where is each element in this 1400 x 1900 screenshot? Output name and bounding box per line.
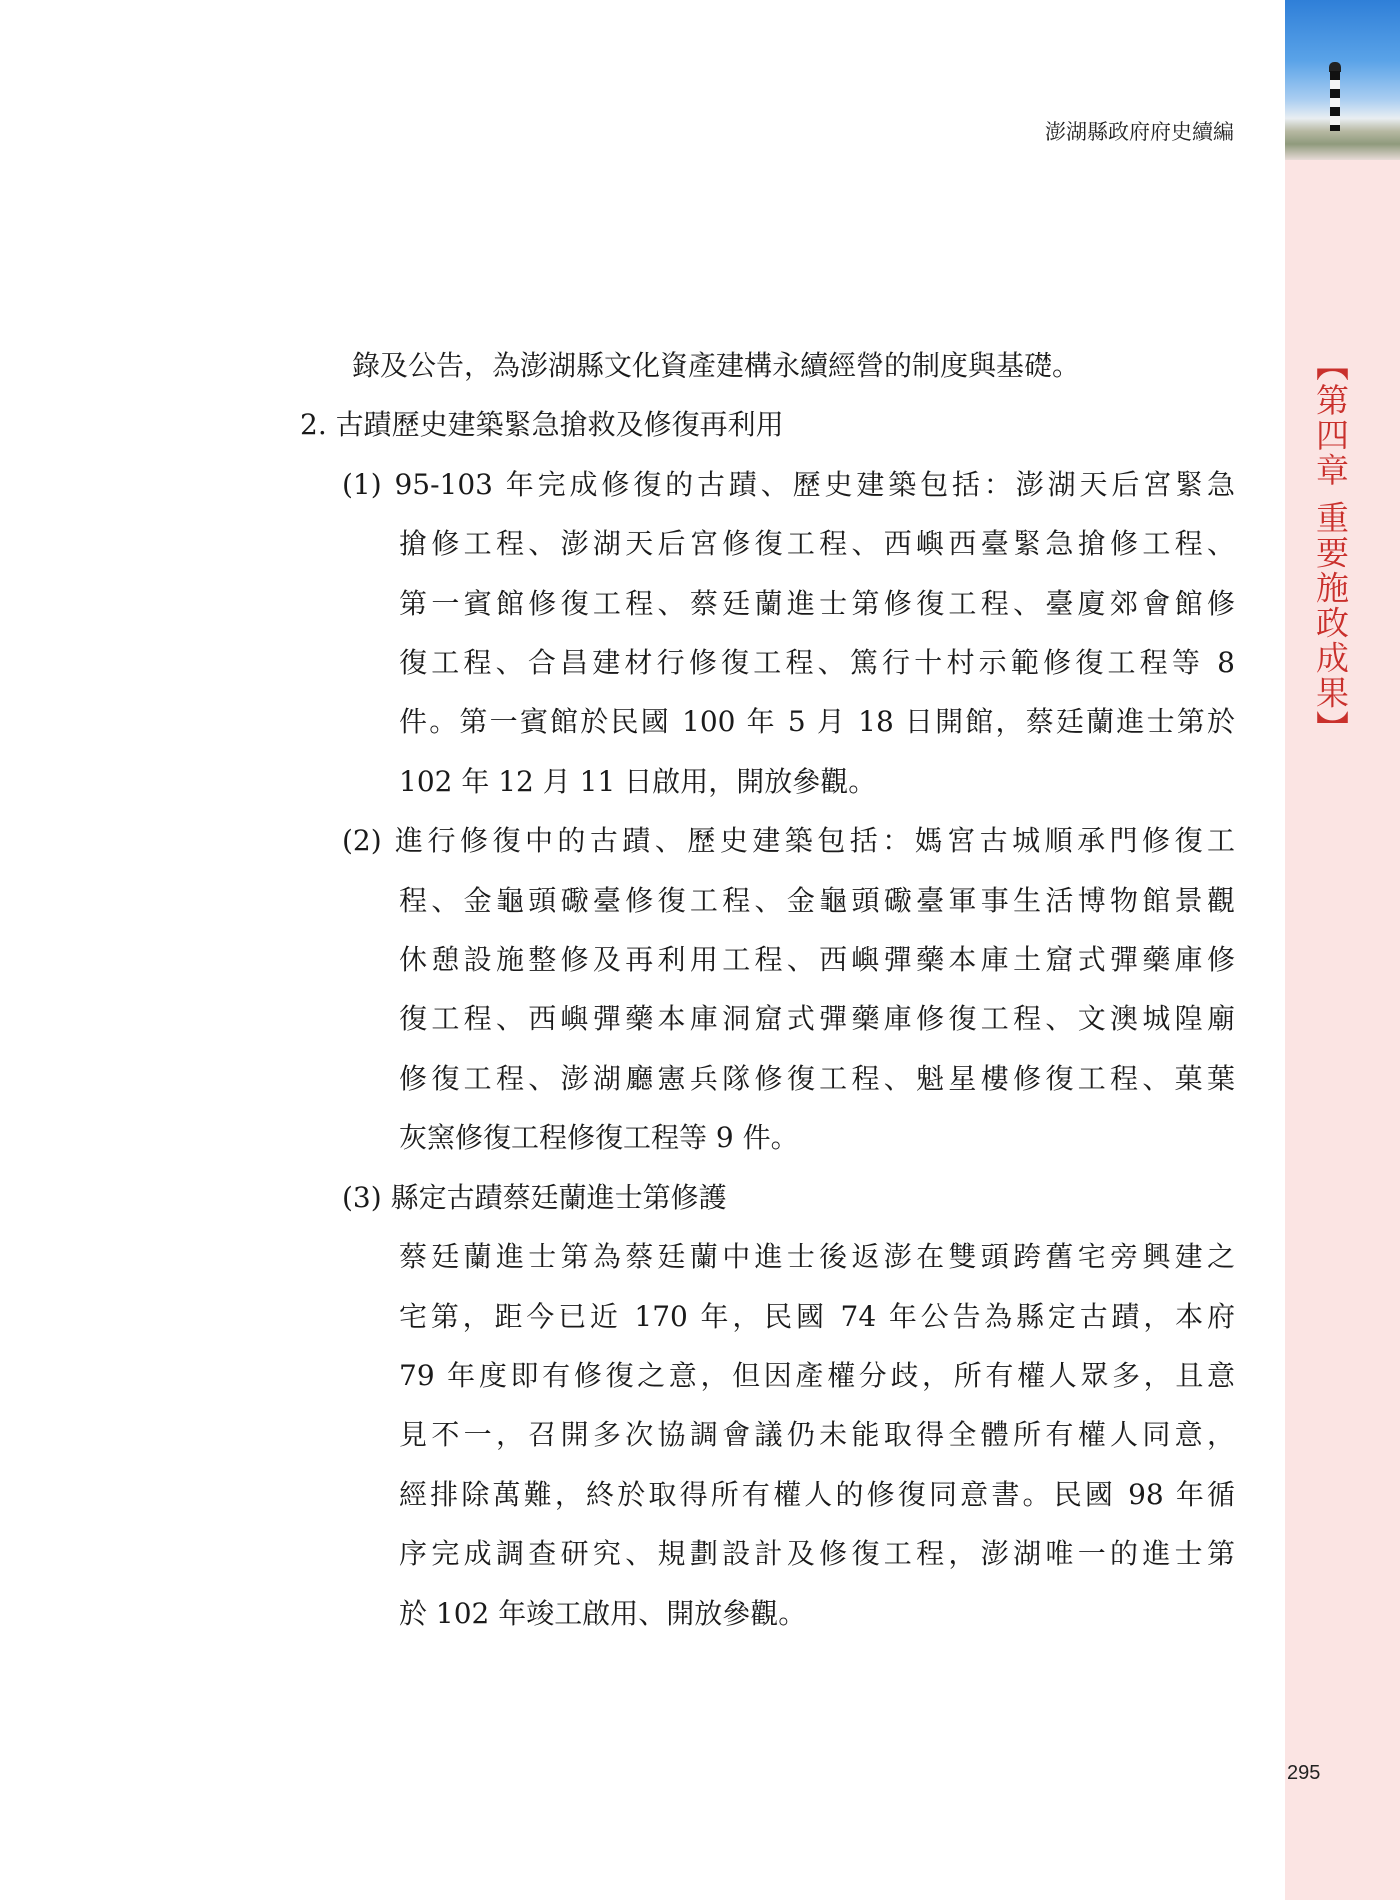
list-item-heading: (3) 縣定古蹟蔡廷蘭進士第修護 [342, 1180, 727, 1214]
running-header: 澎湖縣政府府史續編 [1045, 120, 1234, 144]
paragraph-line: 錄及公告，為澎湖縣文化資產建構永續經營的制度與基礎。 [352, 349, 1081, 382]
list-item-heading: (1) 95-103 年完成修復的古蹟、歷史建築包括：澎湖天后宮緊急 [342, 467, 1235, 501]
paragraph-line: 搶修工程、澎湖天后宮修復工程、西嶼西臺緊急搶修工程、 [399, 527, 1235, 561]
paragraph-line: 見不一，召開多次協調會議仍未能取得全體所有權人同意， [399, 1418, 1235, 1452]
body-text [300, 336, 1235, 1643]
paragraph-line: 經排除萬難，終於取得所有權人的修復同意書。民國 98 年循 [399, 1477, 1235, 1511]
paragraph-line: 宅第，距今已近 170 年，民國 74 年公告為縣定古蹟，本府 [399, 1299, 1235, 1333]
paragraph-line: 復工程、合昌建材行修復工程、篤行十村示範修復工程等 8 [399, 646, 1235, 680]
paragraph-line: 復工程、西嶼彈藥本庫洞窟式彈藥庫修復工程、文澳城隍廟 [399, 1002, 1235, 1036]
paragraph-line: 102 年 12 月 11 日啟用，開放參觀。 [399, 764, 877, 798]
list-item-heading: (2) 進行修復中的古蹟、歷史建築包括：媽宮古城順承門修復工 [342, 824, 1235, 858]
paragraph-line: 第一賓館修復工程、蔡廷蘭進士第修復工程、臺廈郊會館修 [399, 586, 1235, 620]
paragraph-line: 修復工程、澎湖廳憲兵隊修復工程、魁星樓修復工程、菓葉 [399, 1061, 1235, 1095]
paragraph-line: 79 年度即有修復之意，但因產權分歧，所有權人眾多，且意 [399, 1358, 1235, 1392]
paragraph-line: 程、金龜頭礮臺修復工程、金龜頭礮臺軍事生活博物館景觀 [399, 883, 1235, 917]
paragraph-line: 件。第一賓館於民國 100 年 5 月 18 日開館，蔡廷蘭進士第於 [399, 705, 1235, 739]
paragraph-line: 灰窯修復工程修復工程等 9 件。 [399, 1121, 799, 1155]
lighthouse-photo [1285, 0, 1400, 160]
paragraph-line: 蔡廷蘭進士第為蔡廷蘭中進士後返澎在雙頭跨舊宅旁興建之 [399, 1240, 1235, 1274]
chapter-sidebar [1285, 0, 1400, 1900]
section-heading: 2. 古蹟歷史建築緊急搶救及修復再利用 [300, 408, 784, 442]
paragraph-line: 休憩設施整修及再利用工程、西嶼彈藥本庫土窟式彈藥庫修 [399, 943, 1235, 977]
lighthouse-icon [1329, 62, 1341, 132]
chapter-title: 【第四章 重要施政成果】 [1311, 348, 1350, 746]
paragraph-line: 序完成調查研究、規劃設計及修復工程，澎湖唯一的進士第 [399, 1537, 1235, 1571]
paragraph-line: 於 102 年竣工啟用、開放參觀。 [399, 1596, 807, 1630]
page-number: 295 [1287, 1762, 1321, 1784]
